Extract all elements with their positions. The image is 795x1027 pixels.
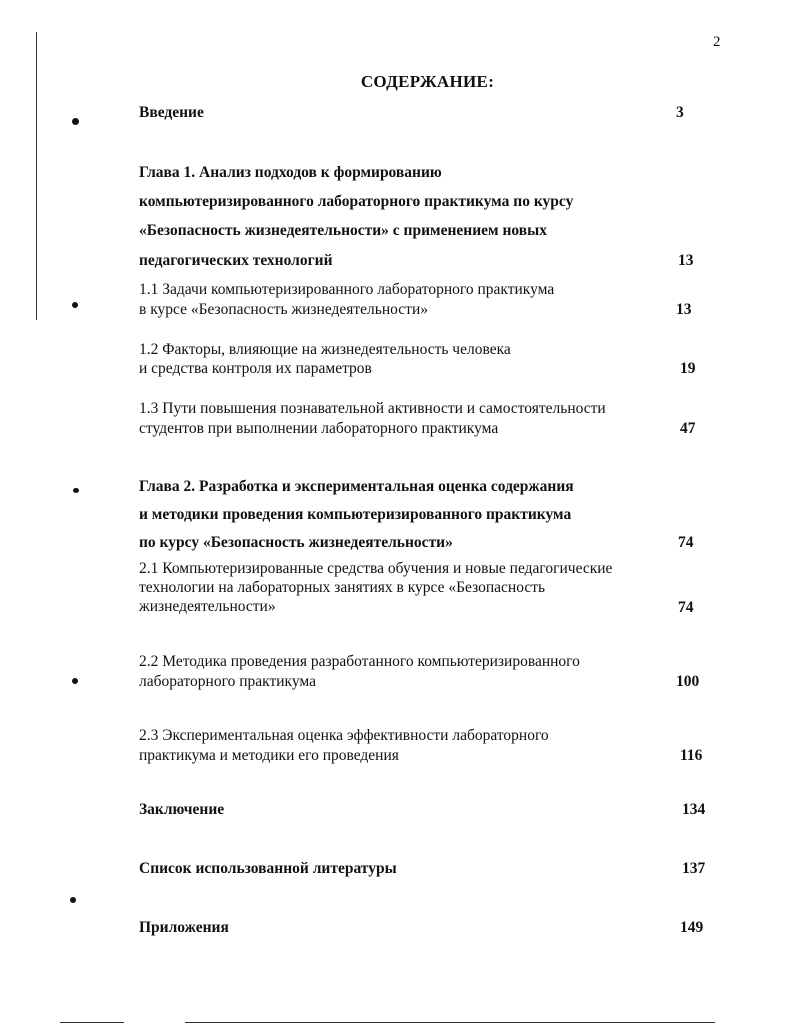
binding-hole-mark <box>70 897 76 903</box>
binding-hole-mark <box>72 118 79 125</box>
scan-bottom-line <box>60 1022 124 1023</box>
toc-entry-references-page: 137 <box>682 860 706 877</box>
toc-entry-appendices-title: Приложения <box>139 919 229 936</box>
chapter2-title-line: по курсу «Безопасность жизнедеятельности» <box>139 534 453 551</box>
section-2-3-line: 2.3 Экспериментальная оценка эффективности лабораторного <box>139 727 549 744</box>
toc-entry-intro-page: 3 <box>676 104 684 121</box>
chapter2-page: 74 <box>678 534 694 551</box>
toc-heading: СОДЕРЖАНИЕ: <box>360 72 495 91</box>
section-1-2-line: 1.2 Факторы, влияющие на жизнедеятельность человека <box>139 341 511 358</box>
section-2-1-line: технологии на лабораторных занятиях в курсе «Безопасность <box>139 579 546 596</box>
section-1-3-line: студентов при выполнении лабораторного практикума <box>139 420 499 437</box>
section-2-2-line: лабораторного практикума <box>139 673 316 690</box>
toc-entry-intro-title: Введение <box>139 104 204 121</box>
toc-entry-conclusion-title: Заключение <box>139 801 225 818</box>
binding-hole-mark <box>73 488 79 493</box>
section-2-2-line: 2.2 Методика проведения разработанного компьютеризированного <box>139 653 580 670</box>
binding-hole-mark <box>72 302 78 308</box>
chapter1-title-line: компьютеризированного лабораторного практикума по курсу <box>139 193 574 210</box>
section-2-3-page: 116 <box>680 747 703 764</box>
section-1-1-page: 13 <box>676 301 692 318</box>
chapter1-title-line: «Безопасность жизнедеятельности» с применением новых <box>139 222 547 239</box>
binding-hole-mark <box>72 678 78 684</box>
chapter1-title-line: педагогических технологий <box>139 252 333 269</box>
section-1-3-page: 47 <box>680 420 696 437</box>
section-1-1-line: в курсе «Безопасность жизнедеятельности» <box>139 301 428 318</box>
section-2-1-line: жизнедеятельности» <box>139 598 276 615</box>
chapter2-title-line: и методики проведения компьютеризированного практикума <box>139 506 572 523</box>
section-2-3-line: практикума и методики его проведения <box>139 747 399 764</box>
toc-entry-appendices-page: 149 <box>680 919 704 936</box>
chapter1-title-line: Глава 1. Анализ подходов к формированию <box>139 164 442 181</box>
toc-entry-conclusion-page: 134 <box>682 801 706 818</box>
chapter1-page: 13 <box>678 252 694 269</box>
section-1-1-line: 1.1 Задачи компьютеризированного лабораторного практикума <box>139 281 555 298</box>
section-2-1-page: 74 <box>678 599 694 616</box>
section-1-2-line: и средства контроля их параметров <box>139 360 372 377</box>
section-1-2-page: 19 <box>680 360 696 377</box>
section-2-2-page: 100 <box>676 673 700 690</box>
toc-entry-references-title: Список использованной литературы <box>139 860 397 877</box>
scan-bottom-line <box>185 1022 715 1023</box>
section-2-1-line: 2.1 Компьютеризированные средства обучения и новые педагогические <box>139 560 613 577</box>
section-1-3-line: 1.3 Пути повышения познавательной активности и самостоятельности <box>139 400 606 417</box>
chapter2-title-line: Глава 2. Разработка и экспериментальная оценка содержания <box>139 478 574 495</box>
page-number: 2 <box>713 34 721 50</box>
